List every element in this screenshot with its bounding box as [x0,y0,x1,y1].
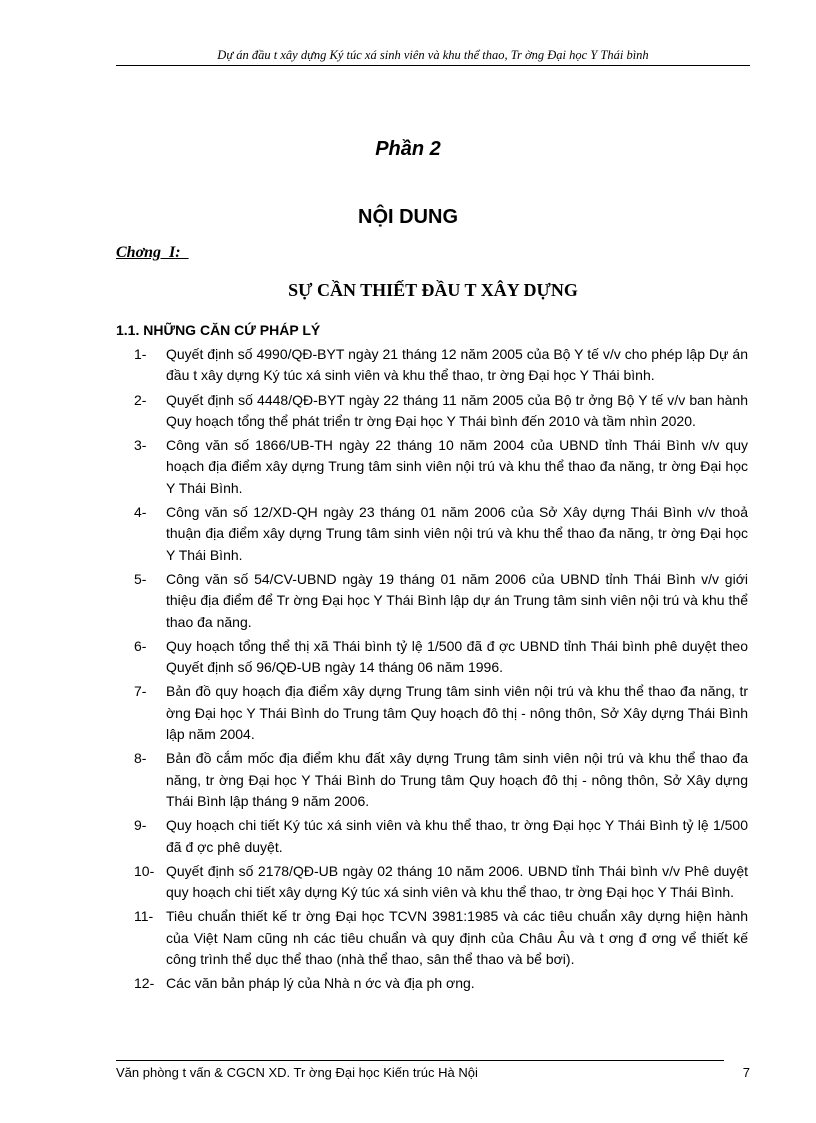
list-item-text: Bản đồ quy hoạch địa điểm xây dựng Trung tâm sinh viên nội trú và khu thể thao đa năng, tr ờng Đại học Y Thái Bình do Trung tâm Quy hoạch đô thị - nông thôn, Sở Xây dựng Thái Bình lập năm 2004. [166,683,748,743]
list-item-number: 1- [134,346,147,362]
subsection-heading: 1.1. NHỮNG CĂN CỨ PHÁP LÝ [116,322,321,338]
list-item [0,569,816,633]
list-item-text: Bản đồ cắm mốc địa điểm khu đất xây dựng Trung tâm sinh viên nội trú và khu thể thao đa năng, tr ờng Đại học Y Thái Bình do Trung tâm Quy hoạch đô thị - nông thôn, Sở Xây dựng Thái Bình lập tháng 9 năm 2006. [166,750,748,809]
list-item-text: Tiêu chuẩn thiết kế tr ờng Đại học TCVN 3981:1985 và các tiêu chuẩn xây dựng hiện hành của Việt Nam cũng nh các tiêu chuẩn và quy định của Châu Âu và t ơng đ ơng vể thiết kế công trình thể dục thể thao (nhà thể thao, sân thể thao và bể bơi). [166,908,748,968]
list-item-number: 7- [134,683,147,700]
list-item-text: Các văn bản pháp lý của Nhà n ớc và địa ph ơng. [166,975,475,992]
legal-basis-list [0,344,816,998]
list-item-text: Quy hoạch tổng thể thị xã Thái bình tỷ lệ 1/500 đã đ ợc UBND tỉnh Thái bình phê duyệt theo Quyết định số 96/QĐ-UB ngày 14 tháng 06 năm 1996. [166,637,748,676]
list-item-number: 2- [134,391,147,408]
list-item [0,435,816,499]
list-item-text: Quyết định số 2178/QĐ-UB ngày 02 tháng 10 năm 2006. UBND tỉnh Thái bình v/v Phê duyệt quy hoạch chi tiết xây dựng Ký túc xá sinh viên và khu thể thao, tr ờng Đại học Y Thái Bình. [166,862,748,901]
list-item [0,815,816,858]
list-item-text: Quy hoạch chi tiết Ký túc xá sinh viên và khu thể thao, tr ờng Đại học Y Thái Bình tỷ lệ 1/500 đã đ ợc phê duyệt. [166,817,748,855]
list-item-number: 4- [134,504,147,521]
running-header: Dự án đầu t xây dựng Ký túc xá sinh viên và khu thể thao, Tr ờng Đại học Y Thái bình [217,48,649,62]
list-item-number: 9- [134,817,147,834]
list-item-number: 6- [134,637,147,654]
list-item [0,861,816,904]
list-item [0,748,816,812]
main-title: NỘI DUNG [358,206,458,228]
page-number: 7 [742,1065,750,1080]
list-item-number: 11- [134,908,154,925]
chapter-label: Chơng I: [116,244,189,261]
list-item-number: 5- [134,570,147,587]
list-item-text: Công văn số 1866/UB-TH ngày 22 tháng 10 năm 2004 của UBND tỉnh Thái Bình v/v quy hoạch địa điểm xây dựng Trung tâm sinh viên nội trú và khu thể thao đa năng, tr ờng Đại học Y Thái Bình. [166,437,748,496]
list-item-text: Công văn số 12/XD-QH ngày 23 tháng 01 năm 2006 của Sở Xây dựng Thái Bình v/v thoả thuận địa điểm xây dựng Trung tâm sinh viên nội trú và khu thể thao đa năng, tr ờng Đại học Y Thái Bình. [166,504,748,563]
header-divider [116,65,750,66]
part-title: Phần 2 [375,138,441,160]
list-item-number: 12- [134,975,155,992]
section-heading: SỰ CẦN THIẾT ĐẦU T XÂY DỰNG [288,280,578,300]
list-item [0,681,816,745]
list-item-text: Quyết định số 4990/QĐ-BYT ngày 21 tháng 12 năm 2005 của Bộ Y tế v/v cho phép lập Dự án đầu t xây dựng Ký túc xá sinh viên và khu thể thao, tr ờng Đại học Y Thái bình. [166,346,748,384]
running-footer: Văn phòng t vấn & CGCN XD. Tr ờng Đại học Kiến trúc Hà Nội [116,1065,478,1080]
list-item-number: 10- [134,862,155,879]
list-item-number: 8- [134,750,147,767]
footer-divider [116,1060,724,1061]
list-item [0,973,816,994]
list-item-number: 3- [134,437,147,454]
list-item [0,906,816,970]
list-item [0,390,816,433]
list-item [0,502,816,566]
list-item [0,636,816,679]
list-item-text: Công văn số 54/CV-UBND ngày 19 tháng 01 năm 2006 của UBND tỉnh Thái Bình v/v giới thiệu địa điểm để Tr ờng Đại học Y Thái Bình lập dự án Trung tâm sinh viên nội trú và khu thể thao đa năng. [166,570,748,630]
list-item [0,344,816,387]
list-item-text: Quyết định số 4448/QĐ-BYT ngày 22 tháng 11 năm 2005 của Bộ tr ởng Bộ Y tế v/v ban hành Quy hoạch tổng thể phát triển tr ờng Đại học Y Thái bình đến 2010 và tầm nhìn 2020. [166,391,748,429]
